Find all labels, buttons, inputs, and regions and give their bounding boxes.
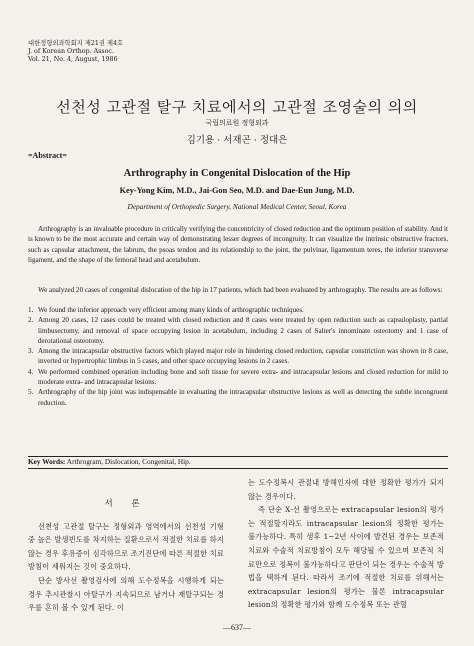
title-korean: 선천성 고관절 탈구 치료에서의 고관절 조영술의 의의 — [56, 98, 418, 116]
list-item — [28, 367, 448, 388]
keywords-label: Key Words: — [28, 457, 66, 466]
body-column-right — [248, 476, 444, 612]
list-number: 4. — [28, 367, 34, 376]
authors-korean: 김기용 · 서재곤 · 정대은 — [186, 135, 288, 146]
list-text: We performed combined operation including bone and soft tissue for severe extra- and intracapsular lesions and closed reduction for mild to moderate extra- and intracapsular lesions. — [38, 367, 448, 387]
journal-ref-line: J. of Korean Orthop. Assoc. — [28, 48, 114, 55]
page-number: —637— — [223, 623, 251, 632]
keywords-text: Arthrogram, Dislocation, Congenital, Hip. — [65, 457, 191, 466]
body-paragraph: 즉 단순 X-선 촬영으로는 extracapsular lesion의 평가는 적절할지라도 intracapsular lesion의 정확한 평가는 불가능하다. 특히 생후 1~2년 사이에 발견된 경우는 보존적 치료와 수술적 치료방침이 모두 해당될 수 있으며 보존적 치료만으로 정복이 불가능하다고 판단이 되는 경우는 수술적 방법을 택하게 된다. 따라서 조기에 적절한 치료를 위해서는 extracapsular lesion의 평가는 물론 intracapsular lesion의 정확한 평가와 함께 도수정복 또는 관혈 — [248, 505, 444, 610]
list-text: Among 20 cases, 12 cases could be treated with closed reduction and 8 cases were treated by open reduction such as capsuloplasty, partial limbusectomy, and removal of space occupying lesion in acetabulum, including 2 cases of Salter's innominate osteotomy and 1 case of derotational osteotomy. — [38, 316, 448, 345]
list-text: Arthrography of the hip joint was indispensable in evaluating the intracapsular obstructive lesions as well as detecting the subtle incongruent reduction. — [38, 388, 448, 407]
list-text: We found the inferior approach very efficient among many kinds of arthrographic techniques. — [38, 306, 304, 314]
body-paragraph: 는 도수정복시 관절내 방해인자에 대한 정확한 평가가 되지 않는 경우이다. — [248, 478, 444, 501]
journal-ref-line: 대한정형외과학회지 제21권 제4호 — [28, 40, 124, 47]
journal-ref-line: Vol. 21, No. 4, August, 1986 — [28, 56, 118, 63]
abstract-paragraph-2 — [28, 285, 448, 295]
abstract-text: We analyzed 20 cases of congenital dislocation of the hip in 17 patients, which had been evaluated by arthrography. The results are as follows: — [38, 286, 443, 294]
department-english: Department of Orthopedic Surgery, National Medical Center, Seoul, Korea — [127, 202, 347, 211]
list-number: 1. — [28, 306, 34, 314]
keywords — [28, 457, 191, 466]
section-heading: 서 론 — [104, 499, 148, 509]
authors-english: Key-Yong Kim, M.D., Jai-Gon Seo, M.D. and Dae-Eun Jung, M.D. — [119, 186, 355, 195]
list-number: 3. — [28, 347, 34, 356]
list-text: Among the intracapsular obstructive factors which played major role in hindering closed reduction, capsular constriction was shown in 8 case, inverted or hypertrophic limbus in 5 cases, and other space occupying lesions in 2 cases. — [38, 347, 448, 366]
list-item — [28, 305, 448, 315]
body-paragraph: 선천성 고관절 탈구는 정형외과 영역에서의 선천성 기형중 높은 발생빈도를 차지하는 질환으로서 적절한 치료를 하지않는 경우 후유증이 심각하므로 조기진단에 따른 적절한 치료방침이 세워지는 것이 중요하다. — [28, 521, 224, 572]
list-item — [28, 387, 448, 408]
divider — [28, 468, 448, 469]
list-number: 5. — [28, 388, 34, 397]
list-item — [28, 346, 448, 367]
list-item — [28, 315, 448, 346]
journal-reference — [28, 40, 123, 64]
institution-korean: 국립의료원 정형외과 — [205, 119, 269, 127]
abstract-paragraph-1 — [28, 224, 448, 265]
title-english: Arthrography in Congenital Dislocation of the Hip — [123, 168, 351, 179]
body-paragraph: 단순 방사선 촬영검사에 의해 도수정복을 시행하게 되는 경우 추시관찰시 아탈구가 지속되므로 남거나 재탈구되는 경우를 흔히 볼 수 있게 된다. 이 — [28, 575, 224, 613]
list-number: 2. — [28, 316, 34, 325]
abstract-text: Arthrography is an invaluable procedure in critically verifying the concentricity of closed reduction and the optimum position of stability. And it is known to be the most accurate and certain way of demonstrating lesser degrees of incongruity. It can visualize the intrinsic obstructive fractors, such as capsular attachment, the labrum, the psoas tendon and its relationship to the joint, the pulvinar, ligamentum teres, the inferior transverse ligament, and the shape of the femoral head and acetabulum. — [28, 225, 448, 264]
results-list — [28, 305, 448, 408]
body-column-left — [28, 476, 224, 615]
abstract-label: =Abstract= — [28, 151, 67, 160]
